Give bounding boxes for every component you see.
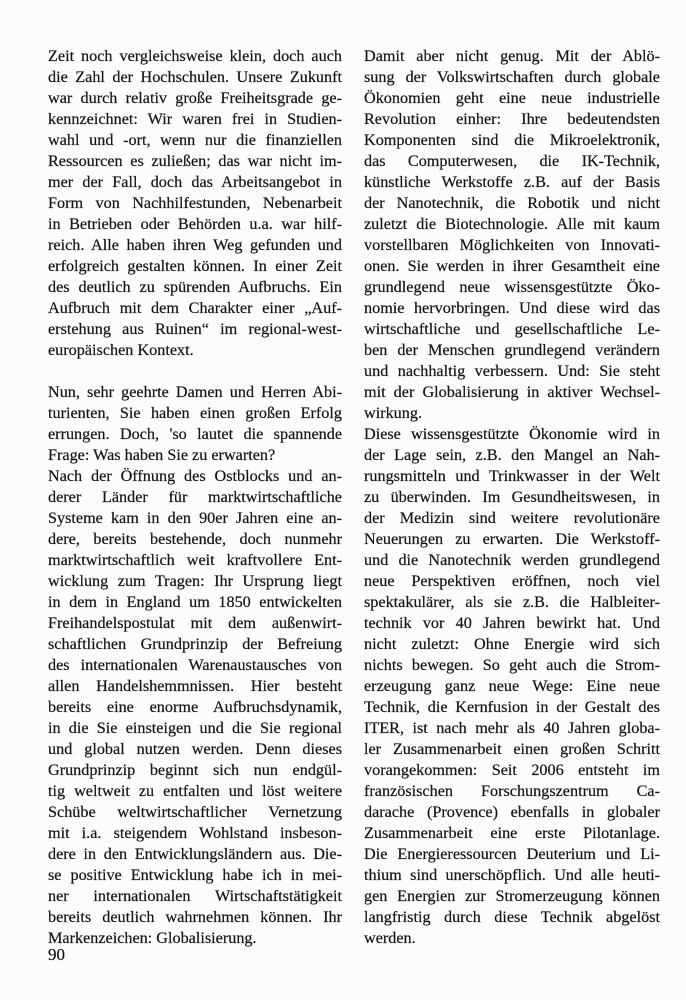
text-line: Zeit noch vergleichsweise klein, doch auch xyxy=(48,47,342,65)
text-line: in dem in England um 1850 entwickelten xyxy=(48,593,342,611)
text-line: ner internationalen Wirtschaftstätigkeit xyxy=(48,887,342,905)
text-line: und die Nanotechnik werden grundlegend xyxy=(364,551,660,569)
text-line: des deutlich zu spürenden Aufbruchs. Ein xyxy=(48,278,342,296)
text-line: onen. Sie werden in ihrer Gesamtheit eine xyxy=(364,257,660,275)
text-line: Frage: Was haben Sie zu erwarten? xyxy=(48,446,276,464)
text-line: Revolution einher: Ihre bedeutendsten xyxy=(364,110,660,128)
text-line: schaftlichen Grundprinzip der Befreiung xyxy=(48,635,342,653)
text-line: Schübe weltwirtschaftlicher Vernetzung xyxy=(48,803,342,821)
text-line: marktwirtschaftlich weit kraftvollere Ent- xyxy=(48,551,342,569)
text-line: Komponenten sind die Mikroelektronik, xyxy=(364,131,660,149)
text-line: mer der Fall, doch das Arbeitsangebot in xyxy=(48,173,342,191)
text-line: se positive Entwicklung habe ich in mei- xyxy=(48,866,342,884)
text-line: der Nanotechnik, die Robotik und nicht xyxy=(364,194,660,212)
text-line: erzeugung ganz neue Wege: Eine neue xyxy=(364,677,660,695)
text-line: Form von Nachhilfestunden, Nebenarbeit xyxy=(48,194,342,212)
text-line: tig weltweit zu entfalten und löst weitere xyxy=(48,782,342,800)
text-line: des internationalen Warenaustausches von xyxy=(48,656,342,674)
text-line: sung der Volkswirtschaften durch globale xyxy=(364,68,660,86)
text-line: Grundprinzip beginnt sich nun endgül- xyxy=(48,761,342,779)
text-line: Markenzeichen: Globalisierung. xyxy=(48,929,257,947)
text-line: Systeme kam in den 90er Jahren eine an- xyxy=(48,509,342,527)
text-line: war durch relativ große Freiheitsgrade ge- xyxy=(48,89,342,107)
text-line: Freihandelspostulat mit dem außenwirt- xyxy=(48,614,342,632)
text-line: europäischen Kontext. xyxy=(48,341,194,359)
text-line: rungsmitteln und Trinkwasser in der Welt xyxy=(364,467,660,485)
text-line: erfolgreich gestalten können. In einer Zeit xyxy=(48,257,342,275)
page-number: 90 xyxy=(48,945,65,964)
text-line: künstliche Werkstoffe z.B. auf der Basis xyxy=(364,173,660,191)
text-line: Damit aber nicht genug. Mit der Ablö- xyxy=(364,47,660,65)
text-line: die Zahl der Hochschulen. Unsere Zukunft xyxy=(48,68,342,86)
text-line: zuletzt die Biotechnologie. Alle mit kaum xyxy=(364,215,660,233)
text-line: technik vor 40 Jahren bewirkt hat. Und xyxy=(364,614,660,632)
text-line: wahl und -ort, wenn nur die finanziellen xyxy=(48,131,342,149)
text-line: werden. xyxy=(364,929,416,947)
text-line: wirkung. xyxy=(364,404,422,422)
text-line: kennzeichnet: Wir waren frei in Studien- xyxy=(48,110,342,128)
text-line: bereits eine enorme Aufbruchsdynamik, xyxy=(48,698,342,716)
text-line: wirtschaftliche und gesellschaftliche Le- xyxy=(364,320,660,338)
text-line: nichts bewegen. So geht auch die Strom- xyxy=(364,656,660,674)
text-column-right xyxy=(364,46,660,949)
text-line: der Medizin sind weitere revolutionäre xyxy=(364,509,660,527)
text-line: das Computerwesen, die IK-Technik, xyxy=(364,152,660,170)
text-line: französischen Forschungszentrum Ca- xyxy=(364,782,660,800)
text-line: in die Sie einsteigen und die Sie regional xyxy=(48,719,342,737)
text-line: Aufbruch mit dem Charakter einer „Auf- xyxy=(48,299,342,317)
text-line: mit i.a. steigendem Wohlstand insbeson- xyxy=(48,824,342,842)
text-line: thium sind unerschöpflich. Und alle heuti- xyxy=(364,866,660,884)
text-line: mit der Globalisierung in aktiver Wechsel- xyxy=(364,383,660,401)
text-line: Nun, sehr geehrte Damen und Herren Abi- xyxy=(48,383,342,401)
text-line: der Lage sein, z.B. den Mangel an Nah- xyxy=(364,446,660,464)
text-line: Ökonomien geht eine neue industrielle xyxy=(364,89,660,107)
text-line: derer Länder für marktwirtschaftliche xyxy=(48,488,342,506)
text-line: gen Energien zur Stromerzeugung können xyxy=(364,887,660,905)
text-line: vorangekommen: Seit 2006 entsteht im xyxy=(364,761,660,779)
text-line: Ressourcen es zuließen; das war nicht im- xyxy=(48,152,342,170)
paragraph-spacer xyxy=(48,361,342,382)
text-line: Zusammenarbeit eine erste Pilotanlage. xyxy=(364,824,660,842)
text-line: darache (Provence) ebenfalls in globaler xyxy=(364,803,660,821)
text-line: Technik, die Kernfusion in der Gestalt des xyxy=(364,698,660,716)
text-line: nomie hervorbringen. Und diese wird das xyxy=(364,299,660,317)
text-line: neue Perspektiven eröffnen, noch viel xyxy=(364,572,660,590)
text-line: dere, bereits bestehende, doch nunmehr xyxy=(48,530,342,548)
text-line: zu überwinden. Im Gesundheitswesen, in xyxy=(364,488,660,506)
text-line: grundlegend neue wissensgestützte Öko- xyxy=(364,278,660,296)
text-line: vorstellbaren Möglichkeiten von Innovati- xyxy=(364,236,660,254)
text-line: und global nutzen werden. Denn dieses xyxy=(48,740,342,758)
text-line: Diese wissensgestützte Ökonomie wird in xyxy=(364,425,660,443)
text-line: und nachhaltig verbessern. Und: Sie steht xyxy=(364,362,660,380)
text-line: langfristig durch diese Technik abgelöst xyxy=(364,908,660,926)
text-line: ben der Menschen grundlegend verändern xyxy=(364,341,660,359)
text-line: spektakulärer, als sie z.B. die Halbleiter- xyxy=(364,593,660,611)
text-line: turienten, Sie haben einen großen Erfolg xyxy=(48,404,342,422)
text-line: erstehung aus Ruinen“ im regional-west- xyxy=(48,320,342,338)
text-line: Nach der Öffnung des Ostblocks und an- xyxy=(48,467,342,485)
text-line: ITER, ist nach mehr als 40 Jahren globa- xyxy=(364,719,660,737)
text-line: in Betrieben oder Behörden u.a. war hilf- xyxy=(48,215,342,233)
text-line: ler Zusammenarbeit einen großen Schritt xyxy=(364,740,660,758)
text-line: Neuerungen zu erwarten. Die Werkstoff- xyxy=(364,530,660,548)
text-line: allen Handelshemmnissen. Hier besteht xyxy=(48,677,342,695)
text-line: dere in den Entwicklungsländern aus. Die- xyxy=(48,845,342,863)
text-line: nicht zuletzt: Ohne Energie wird sich xyxy=(364,635,660,653)
text-column-left xyxy=(48,46,342,949)
text-line: errungen. Doch, 'so lautet die spannende xyxy=(48,425,342,443)
text-line: bereits deutlich wahrnehmen können. Ihr xyxy=(48,908,342,926)
text-line: wicklung zum Tragen: Ihr Ursprung liegt xyxy=(48,572,342,590)
text-line: reich. Alle haben ihren Weg gefunden und xyxy=(48,236,342,254)
text-line: Die Energieressourcen Deuterium und Li- xyxy=(364,845,660,863)
